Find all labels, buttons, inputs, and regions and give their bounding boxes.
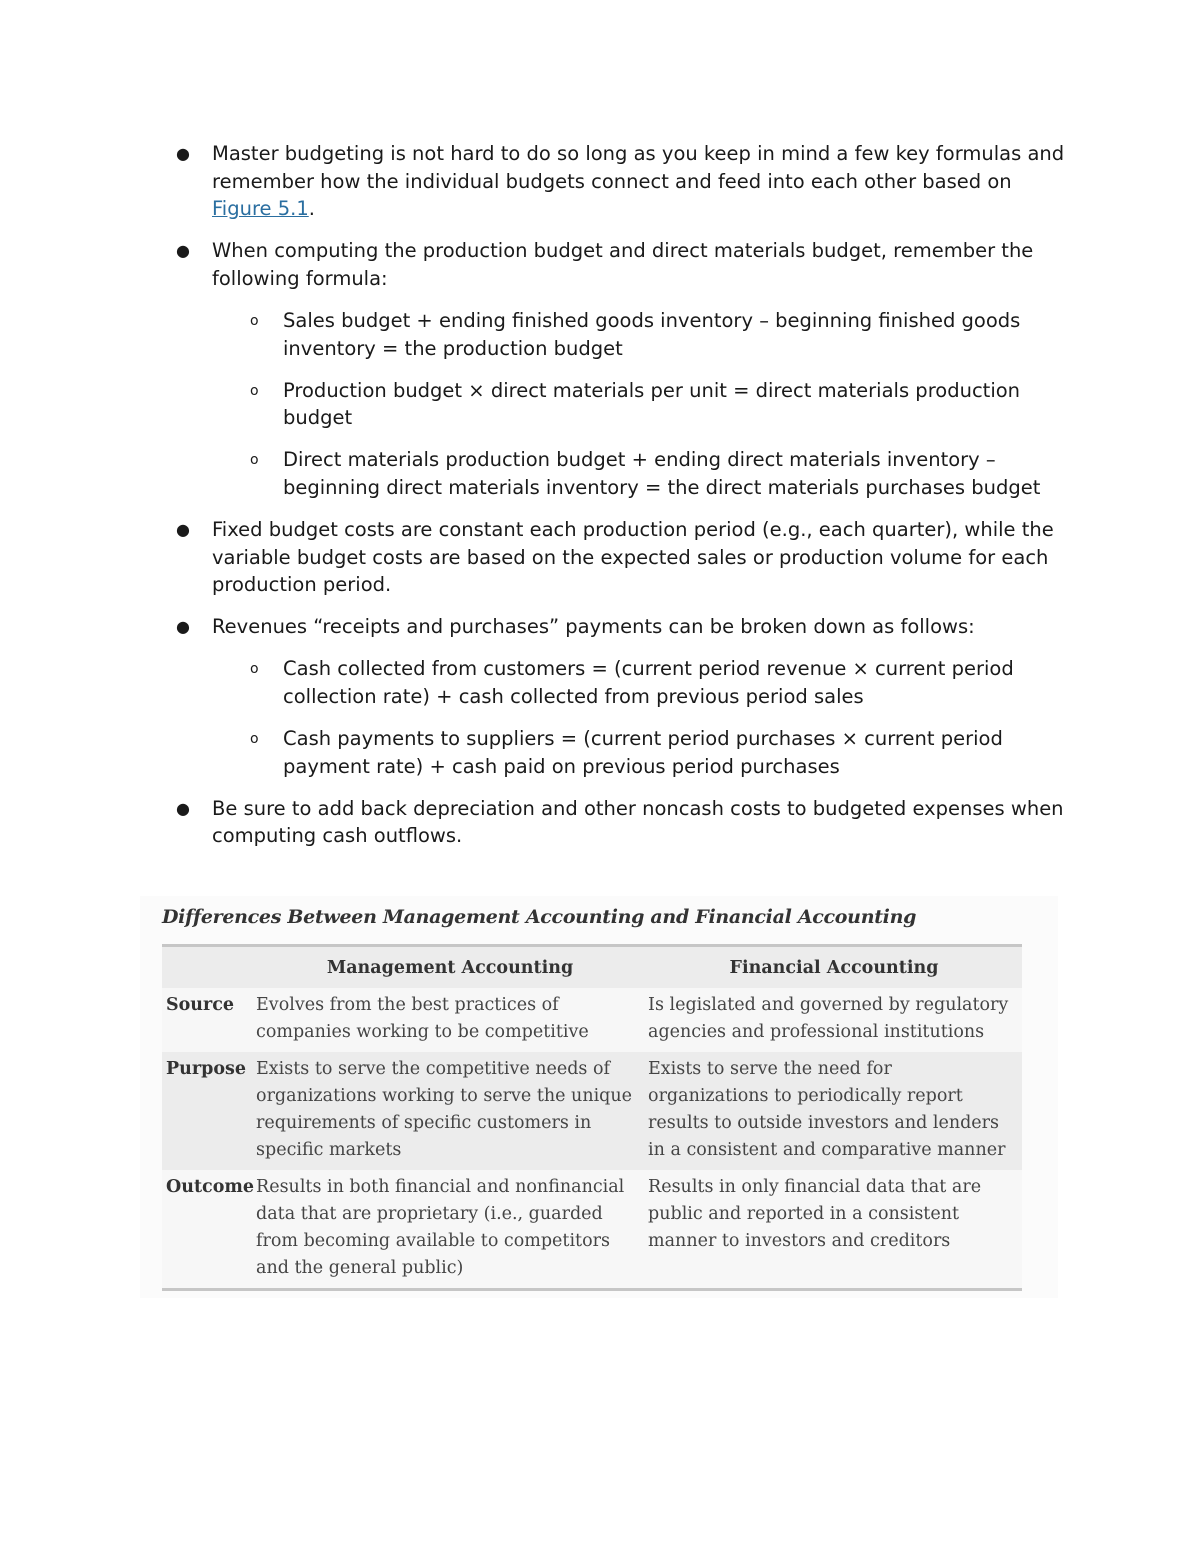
circle-bullet-icon: o bbox=[250, 731, 259, 748]
sub-list bbox=[212, 655, 1066, 780]
sub-item-text: Production budget × direct materials per unit = direct materials production budget bbox=[283, 378, 1021, 430]
bullet-item bbox=[176, 516, 1066, 599]
sub-item-text: Cash payments to suppliers = (current period purchases × current period payment rate) + cash paid on previous period purchases bbox=[283, 727, 1003, 778]
financial-cell: Is legislated and governed by regulatory agencies and professional institutions bbox=[648, 994, 1009, 1042]
table-header-management: Management Accounting bbox=[326, 958, 574, 978]
circle-bullet-icon: o bbox=[250, 661, 259, 678]
sub-item-text: Direct materials production budget + ending direct materials inventory – beginning direct materials inventory = the direct materials purchases budget bbox=[283, 448, 1041, 499]
management-cell: Exists to serve the competitive needs of organizations working to serve the unique requirements of specific customers in specific markets bbox=[256, 1058, 633, 1160]
figure-link[interactable]: Figure 5.1 bbox=[212, 197, 309, 221]
bullet-icon: ● bbox=[176, 520, 190, 540]
bullet-item bbox=[176, 795, 1066, 850]
sub-item bbox=[212, 377, 1066, 432]
comparison-figure bbox=[140, 896, 1058, 1298]
sub-item bbox=[212, 307, 1066, 362]
sub-item bbox=[212, 446, 1066, 501]
row-label: Outcome bbox=[166, 1176, 255, 1197]
table-row bbox=[162, 1170, 1022, 1290]
bullet-text: When computing the production budget and direct materials budget, remember the following formula: bbox=[212, 239, 1034, 290]
sub-item-text: Cash collected from customers = (current period revenue × current period collection rate) + cash collected from previous period sales bbox=[283, 657, 1014, 708]
key-takeaways-list bbox=[176, 140, 1066, 864]
bullet-item bbox=[176, 613, 1066, 780]
bullet-icon: ● bbox=[176, 617, 190, 637]
sub-item-text: Sales budget + ending finished goods inventory – beginning finished goods inventory = the production budget bbox=[283, 308, 1021, 360]
bullet-icon: ● bbox=[176, 241, 190, 261]
row-label: Purpose bbox=[166, 1058, 246, 1079]
bullet-text-end: . bbox=[308, 197, 315, 221]
bullet-icon: ● bbox=[176, 798, 190, 818]
table-header-financial: Financial Accounting bbox=[729, 958, 939, 978]
table-header-empty bbox=[162, 946, 254, 988]
figure-title: Differences Between Management Accounting and Financial Accounting bbox=[162, 906, 917, 928]
table-row bbox=[162, 1052, 1022, 1170]
table-row bbox=[162, 988, 1022, 1052]
circle-bullet-icon: o bbox=[250, 452, 259, 469]
comparison-table bbox=[162, 944, 1022, 1291]
circle-bullet-icon: o bbox=[250, 312, 259, 329]
sub-item bbox=[212, 725, 1066, 780]
financial-cell: Results in only financial data that are public and reported in a consistent manner to investors and creditors bbox=[648, 1176, 982, 1251]
bullet-text: Master budgeting is not hard to do so long as you keep in mind a few key formulas and remember how the individual budgets connect and feed into each other based on bbox=[212, 142, 1065, 193]
bullet-text: Fixed budget costs are constant each production period (e.g., each quarter), while the variable budget costs are based on the expected sales or production volume for each production period. bbox=[212, 518, 1054, 597]
sub-item bbox=[212, 655, 1066, 710]
financial-cell: Exists to serve the need for organizations to periodically report results to outside investors and lenders in a consistent and comparative manner bbox=[648, 1058, 1006, 1160]
bullet-item bbox=[176, 140, 1066, 223]
bullet-item bbox=[176, 237, 1066, 501]
row-label: Source bbox=[166, 994, 235, 1015]
management-cell: Evolves from the best practices of companies working to be competitive bbox=[256, 994, 589, 1042]
circle-bullet-icon: o bbox=[250, 382, 259, 399]
sub-list bbox=[212, 307, 1066, 502]
management-cell: Results in both financial and nonfinancial data that are proprietary (i.e., guarded from becoming available to competitors and the general public) bbox=[256, 1176, 625, 1278]
bullet-icon: ● bbox=[176, 144, 190, 163]
bullet-text: Revenues “receipts and purchases” payments can be broken down as follows: bbox=[212, 615, 975, 639]
table-header-row bbox=[162, 946, 1022, 988]
bullet-text: Be sure to add back depreciation and other noncash costs to budgeted expenses when computing cash outflows. bbox=[212, 796, 1064, 848]
